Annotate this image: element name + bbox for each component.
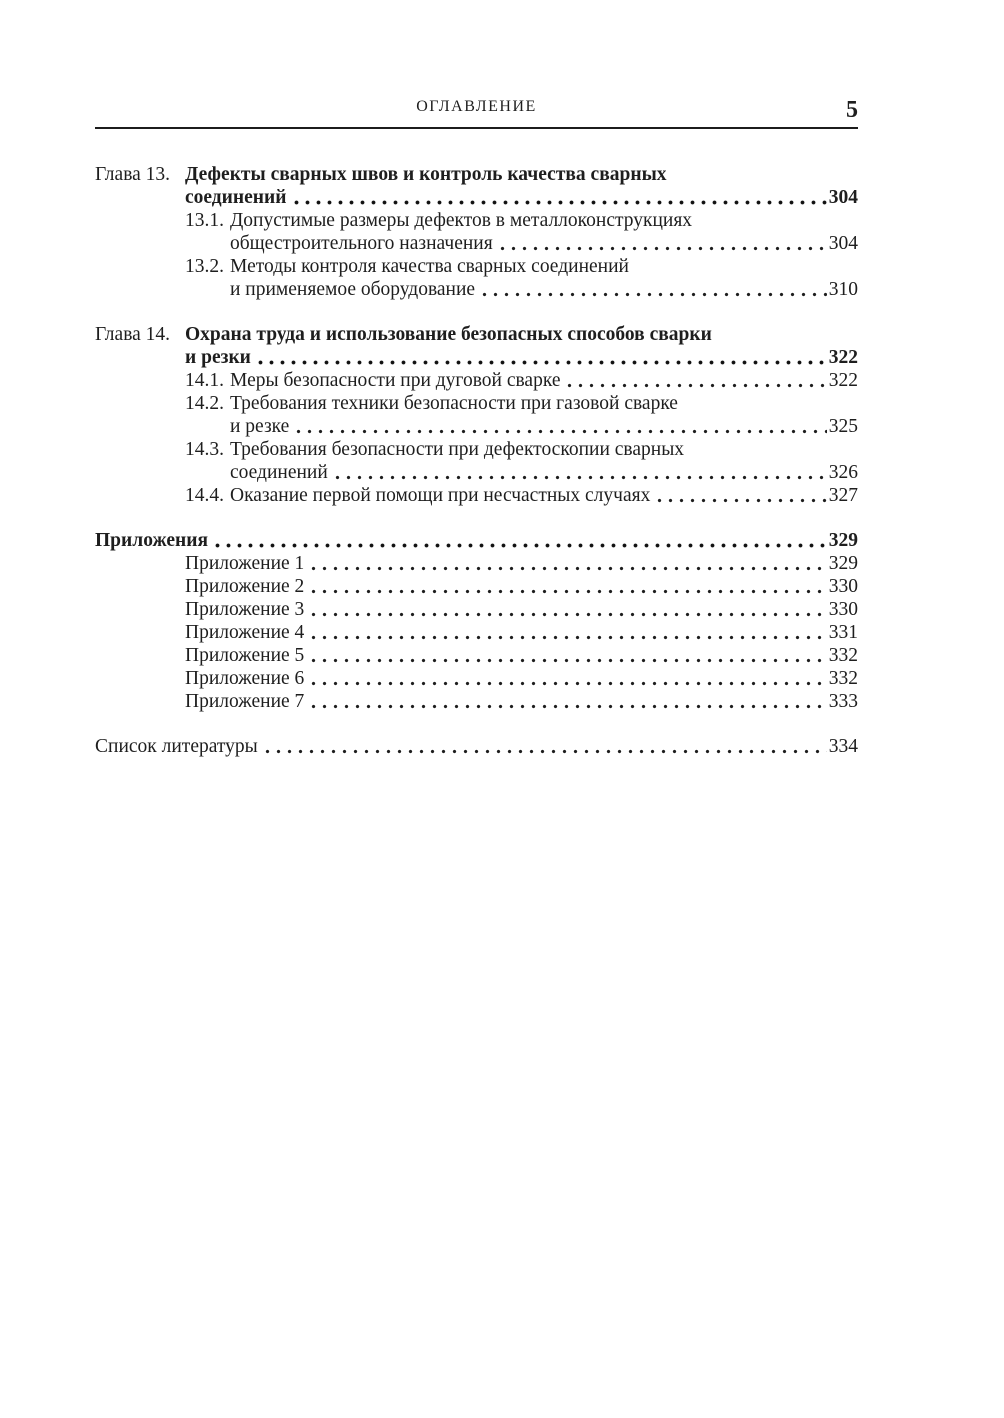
entry-page-ref: 329 [828,530,858,551]
toc-row [95,438,858,461]
dot-leader [482,292,827,297]
toc-row [95,484,858,507]
entry-title: Приложение 5 [185,645,305,666]
entry-title: Допустимые размеры дефектов в металлоконструкциях [230,210,693,231]
entry-title: и применяемое оборудование [230,279,476,300]
dot-leader [311,612,826,617]
dot-leader [335,475,827,480]
entry-title: общестроительного назначения [230,233,493,254]
entry-page-ref: 322 [828,370,858,391]
entry-title: Методы контроля качества сварных соединений [230,256,629,277]
toc-row [95,232,858,255]
dot-leader [258,360,827,365]
entry-page-ref: 304 [828,187,858,208]
dot-leader [311,681,826,686]
dot-leader [311,658,826,663]
entry-title: Оказание первой помощи при несчастных случаях [230,485,651,506]
dot-leader [296,429,826,434]
section-gap [95,713,858,735]
entry-page-ref: 330 [828,576,858,597]
section-gap [95,507,858,529]
entry-title: и резке [230,416,290,437]
entry-title: Приложения [95,530,209,551]
toc-row [95,415,858,438]
toc-row [95,186,858,209]
toc-row [95,529,858,552]
entry-number: 14.2. [185,393,224,414]
entry-title: Требования техники безопасности при газовой сварке [230,393,678,414]
dot-leader [311,589,826,594]
entry-title: Приложение 7 [185,691,305,712]
entry-page-ref: 333 [828,691,858,712]
toc-row [95,735,858,758]
toc-row [95,621,858,644]
entry-number: Глава 14. [95,324,171,345]
entry-page-ref: 327 [828,485,858,506]
entry-title: соединений [230,462,328,483]
entry-title: Дефекты сварных швов и контроль качества сварных [185,164,667,185]
running-head [95,96,858,123]
toc-row [95,255,858,278]
page-heading: ОГЛАВЛЕНИЕ [416,98,537,115]
entry-title: Список литературы [95,736,258,757]
dot-leader [500,246,827,251]
entry-title: соединений [185,187,287,208]
dot-leader [215,543,827,548]
entry-title: Требования безопасности при дефектоскопии сварных [230,439,685,460]
dot-leader [567,383,826,388]
dot-leader [311,635,826,640]
entry-number: 14.3. [185,439,224,460]
entry-page-ref: 329 [828,553,858,574]
folio-page-number: 5 [846,97,858,123]
dot-leader [265,749,827,754]
section-gap [95,301,858,323]
table-of-contents [95,163,858,758]
entry-title: Меры безопасности при дуговой сварке [230,370,561,391]
toc-row [95,575,858,598]
entry-title: Приложение 4 [185,622,305,643]
dot-leader [294,200,827,205]
toc-row [95,323,858,346]
entry-page-ref: 331 [828,622,858,643]
entry-title: и резки [185,347,251,368]
entry-number: 13.2. [185,256,224,277]
toc-row [95,346,858,369]
entry-page-ref: 332 [828,668,858,689]
dot-leader [311,566,826,571]
toc-row [95,552,858,575]
dot-leader [657,498,826,503]
dot-leader [311,704,826,709]
entry-title: Приложение 1 [185,553,305,574]
toc-row [95,644,858,667]
toc-row [95,392,858,415]
header-rule [95,127,858,129]
text-block [95,96,858,758]
toc-row [95,369,858,392]
toc-row [95,163,858,186]
entry-title: Приложение 3 [185,599,305,620]
entry-title: Приложение 2 [185,576,305,597]
entry-page-ref: 322 [828,347,858,368]
entry-number: 13.1. [185,210,224,231]
toc-row [95,278,858,301]
toc-row [95,598,858,621]
entry-number: 14.1. [185,370,224,391]
entry-page-ref: 332 [828,645,858,666]
entry-title: Охрана труда и использование безопасных способов сварки [185,324,712,345]
toc-row [95,690,858,713]
entry-title: Приложение 6 [185,668,305,689]
entry-page-ref: 334 [828,736,858,757]
toc-row [95,461,858,484]
entry-page-ref: 304 [828,233,858,254]
toc-row [95,209,858,232]
toc-row [95,667,858,690]
entry-number: Глава 13. [95,164,171,185]
entry-page-ref: 325 [828,416,858,437]
entry-page-ref: 326 [828,462,858,483]
entry-page-ref: 330 [828,599,858,620]
entry-page-ref: 310 [828,279,858,300]
entry-number: 14.4. [185,485,224,506]
